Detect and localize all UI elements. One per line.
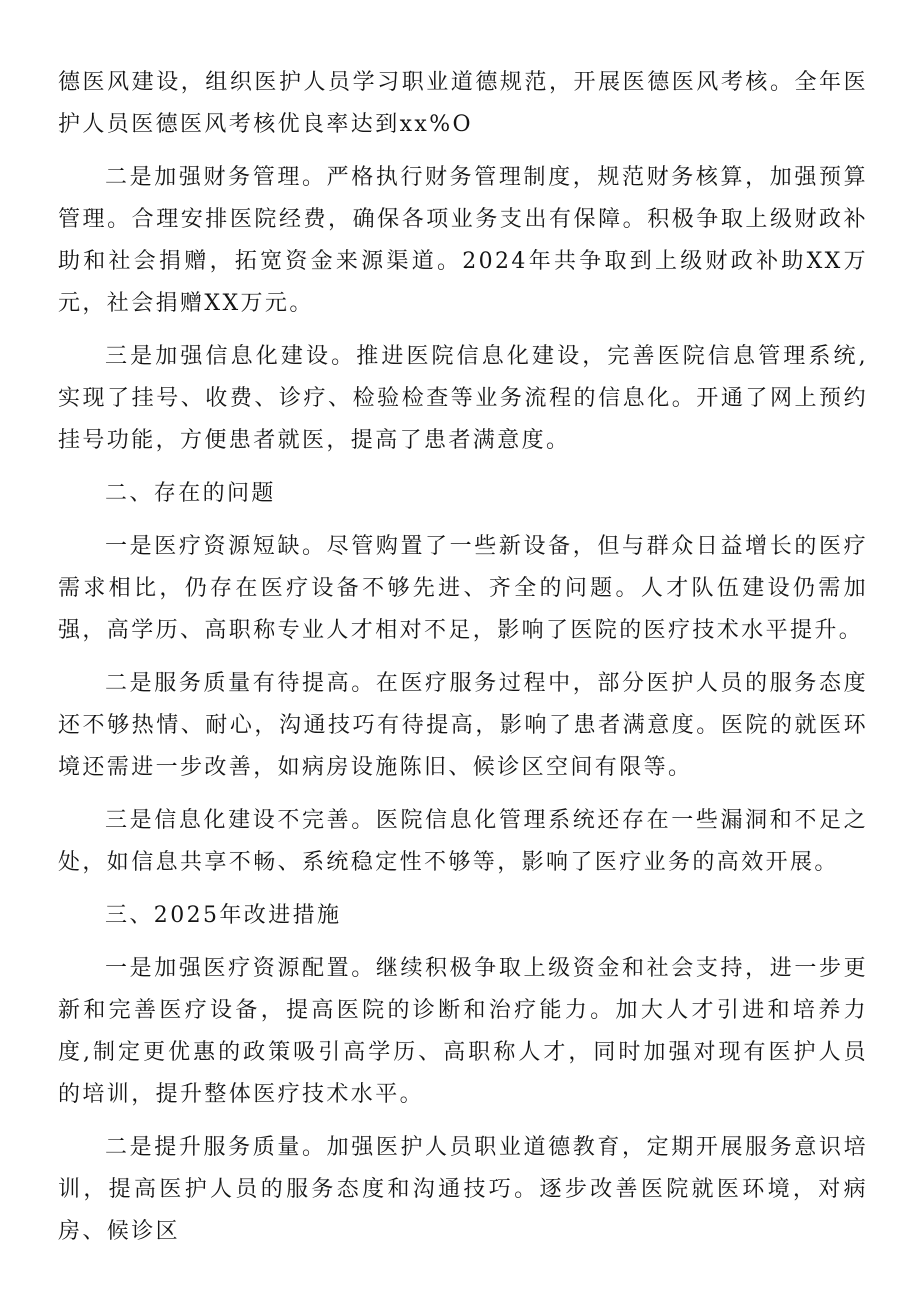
paragraph-finance-management: 二是加强财务管理。严格执行财务管理制度，规范财务核算，加强预算管理。合理安排医院经费，确保各项业务支出有保障。积极争取上级财政补助和社会捐赠，拓宽资金来源渠道。2024年共争取到上级财政补助XX万元，社会捐赠XX万元。	[58, 165, 868, 316]
paragraph-resource-shortage: 一是医疗资源短缺。尽管购置了一些新设备，但与群众日益增长的医疗需求相比，仍存在医疗设备不够先进、齐全的问题。人才队伍建设仍需加强，高学历、高职称专业人才相对不足，影响了医院的医疗技术水平提升。	[58, 534, 868, 643]
paragraph-resource-allocation: 一是加强医疗资源配置。继续积极争取上级资金和社会支持，进一步更新和完善医疗设备，提高医院的诊断和治疗能力。加大人才引进和培养力度,制定更优惠的政策吸引高学历、高职称人才，同时加强对现有医护人员的培训，提升整体医疗技术水平。	[58, 956, 868, 1107]
document-body	[58, 62, 868, 1264]
section-heading-problems: 二、存在的问题	[105, 481, 276, 506]
paragraph-continued: 德医风建设，组织医护人员学习职业道德规范，开展医德医风考核。全年医护人员医德医风考核优良率达到xx%O	[58, 70, 868, 137]
paragraph-informatization: 三是加强信息化建设。推进医院信息化建设，完善医院信息管理系统,实现了挂号、收费、诊疗、检验检查等业务流程的信息化。开通了网上预约挂号功能，方便患者就医，提高了患者满意度。	[58, 344, 868, 453]
paragraph-service-quality: 二是服务质量有待提高。在医疗服务过程中，部分医护人员的服务态度还不够热情、耐心，沟通技巧有待提高，影响了患者满意度。医院的就医环境还需进一步改善，如病房设施陈旧、候诊区空间有限等。	[58, 671, 868, 780]
paragraph-informatization-gaps: 三是信息化建设不完善。医院信息化管理系统还存在一些漏洞和不足之处，如信息共享不畅、系统稳定性不够等，影响了医疗业务的高效开展。	[58, 808, 868, 875]
paragraph-improve-service: 二是提升服务质量。加强医护人员职业道德教育，定期开展服务意识培训，提高医护人员的服务态度和沟通技巧。逐步改善医院就医环境，对病房、候诊区	[58, 1135, 868, 1244]
section-heading-improvements: 三、2025年改进措施	[105, 903, 342, 928]
